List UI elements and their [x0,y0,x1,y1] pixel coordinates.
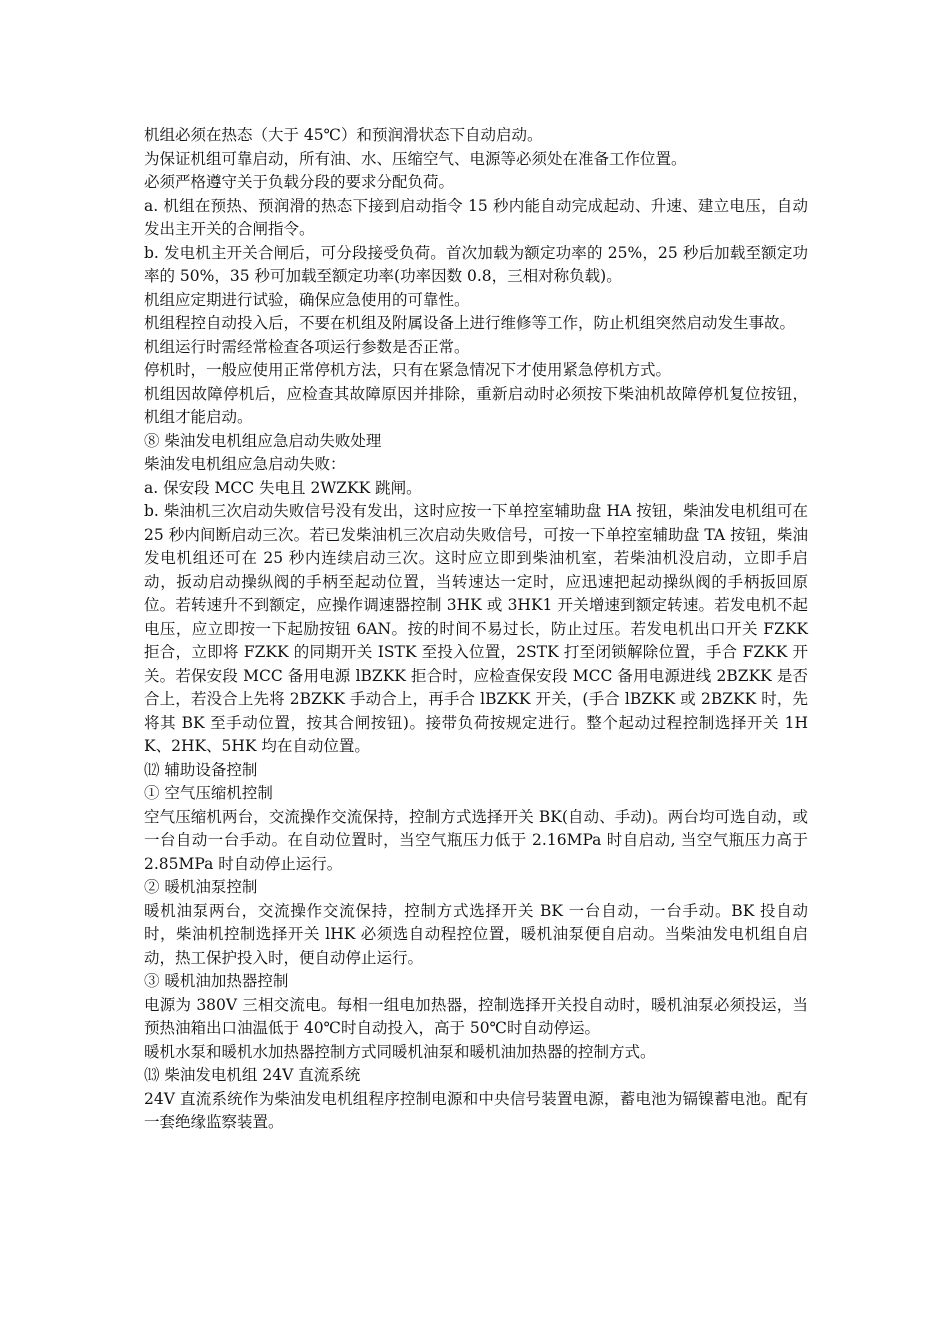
heading-air-compressor: ① 空气压缩机控制 [144,784,273,802]
paragraph-no-maintenance: 机组程控自动投入后，不要在机组及附属设备上进行维修等工作，防止机组突然启动发生事故。 [144,314,796,332]
heading-24v-dc-system: ⒀ 柴油发电机组 24V 直流系统 [144,1066,361,1084]
heading-emergency-start-failure: ⑧ 柴油发电机组应急启动失败处理 [144,431,382,450]
paragraph-item-a-mcc-trip: a. 保安段 MCC 失电且 2WZKK 跳闸。 [144,478,422,497]
paragraph-normal-stop: 停机时，一般应使用正常停机方法，只有在紧急情况下才使用紧急停机方式。 [144,361,672,379]
paragraph-start-failure-intro: 柴油发电机组应急启动失败： [144,455,346,473]
paragraph-check-parameters: 机组运行时需经常检查各项运行参数是否正常。 [144,337,470,356]
paragraph-ready-position: 为保证机组可靠启动，所有油、水、压缩空气、电源等必须处在准备工作位置。 [144,149,687,168]
paragraph-load-segment: 必须严格遵守关于负载分段的要求分配负荷。 [144,173,455,191]
paragraph-air-compressor: 空气压缩机两台，交流操作交流保持，控制方式选择开关 BK(自动、手动)。两台均可选自动，或一台自动一台手动。在自动位置时，当空气瓶压力低于 2.16MPa 时自启动, 当空气瓶压力高于 2.85MPa 时自动停止运行。 [144,807,808,873]
document-body [144,124,808,1135]
heading-warm-oil-pump: ② 暖机油泵控制 [144,878,258,896]
paragraph-periodic-test: 机组应定期进行试验，确保应急使用的可靠性。 [144,290,470,309]
paragraph-warm-oil-pump: 暖机油泵两台，交流操作交流保持，控制方式选择开关 BK 一台自动，一台手动。BK 投自动时，柴油机控制选择开关 lHK 必须选自动程控位置，暖机油泵便自启动。当柴油发电机组自启动，热工保护投入时，便自动停止运行。 [144,901,808,967]
paragraph-item-b-load-steps: b. 发电机主开关合闸后，可分段接受负荷。首次加载为额定功率的 25%，25 秒后加载至额定功率的 50%，35 秒可加载至额定功率(功率因数 0.8，三相对称负载)。 [144,243,808,285]
heading-oil-heater: ③ 暖机油加热器控制 [144,972,289,990]
paragraph-hot-start: 机组必须在热态（大于 45℃）和预润滑状态下自动启动。 [144,126,543,144]
paragraph-item-a-start-command: a. 机组在预热、预润滑的热态下接到启动指令 15 秒内能自动完成起动、升速、建立电压，自动发出主开关的合闸指令。 [144,196,808,238]
heading-auxiliary-control: ⑿ 辅助设备控制 [144,760,258,779]
paragraph-fault-reset: 机组因故障停机后，应检查其故障原因并排除，重新启动时必须按下柴油机故障停机复位按钮，机组才能启动。 [144,384,808,426]
paragraph-oil-heater: 电源为 380V 三相交流电。每相一组电加热器，控制选择开关投自动时，暖机油泵必须投运，当预热油箱出口油温低于 40℃时自动投入，高于 50℃时自动停运。 [144,995,808,1037]
paragraph-item-b-restart-procedure: b. 柴油机三次启动失败信号没有发出，这时应按一下单控室辅助盘 HA 按钮，柴油发电机组可在 25 秒内间断启动三次。若已发柴油机三次启动失败信号，可按一下单控室辅助盘 TA 按钮，柴油发电机组还可在 25 秒内连续启动三次。这时应立即到柴油机室，若柴油机没启动，立即手启动，扳动启动操纵阀的手柄至起动位置，当转速达一定时，应迅速把起动操纵阀的手柄扳回原位。若转速升不到额定，应操作调速器控制 3HK 或 3HK1 开关增速到额定转速。若发电机不起电压，应立即按一下起励按钮 6AN。按的时间不易过长，防止过压。若发电机出口开关 FZKK 拒合，立即将 FZKK 的同期开关 ISTK 至投入位置，2STK 打至闭锁解除位置，手合 FZKK 开关。若保安段 MCC 备用电源 lBZKK 拒合时，应检查保安段 MCC 备用电源进线 2BZKK 是否合上，若没合上先将 2BZKK 手动合上，再手合 lBZKK 开关，(手合 lBZKK 或 2BZKK 时，先将其 BK 至手动位置，按其合闸按钮)。接带负荷按规定进行。整个起动过程控制选择开关 1HK、2HK、5HK 均在自动位置。 [144,502,808,755]
paragraph-24v-dc-system: 24V 直流系统作为柴油发电机组程序控制电源和中央信号装置电源，蓄电池为镉镍蓄电池。配有一套绝缘监察装置。 [144,1089,808,1131]
paragraph-water-pump-heater: 暖机水泵和暖机水加热器控制方式同暖机油泵和暖机油加热器的控制方式。 [144,1042,656,1061]
